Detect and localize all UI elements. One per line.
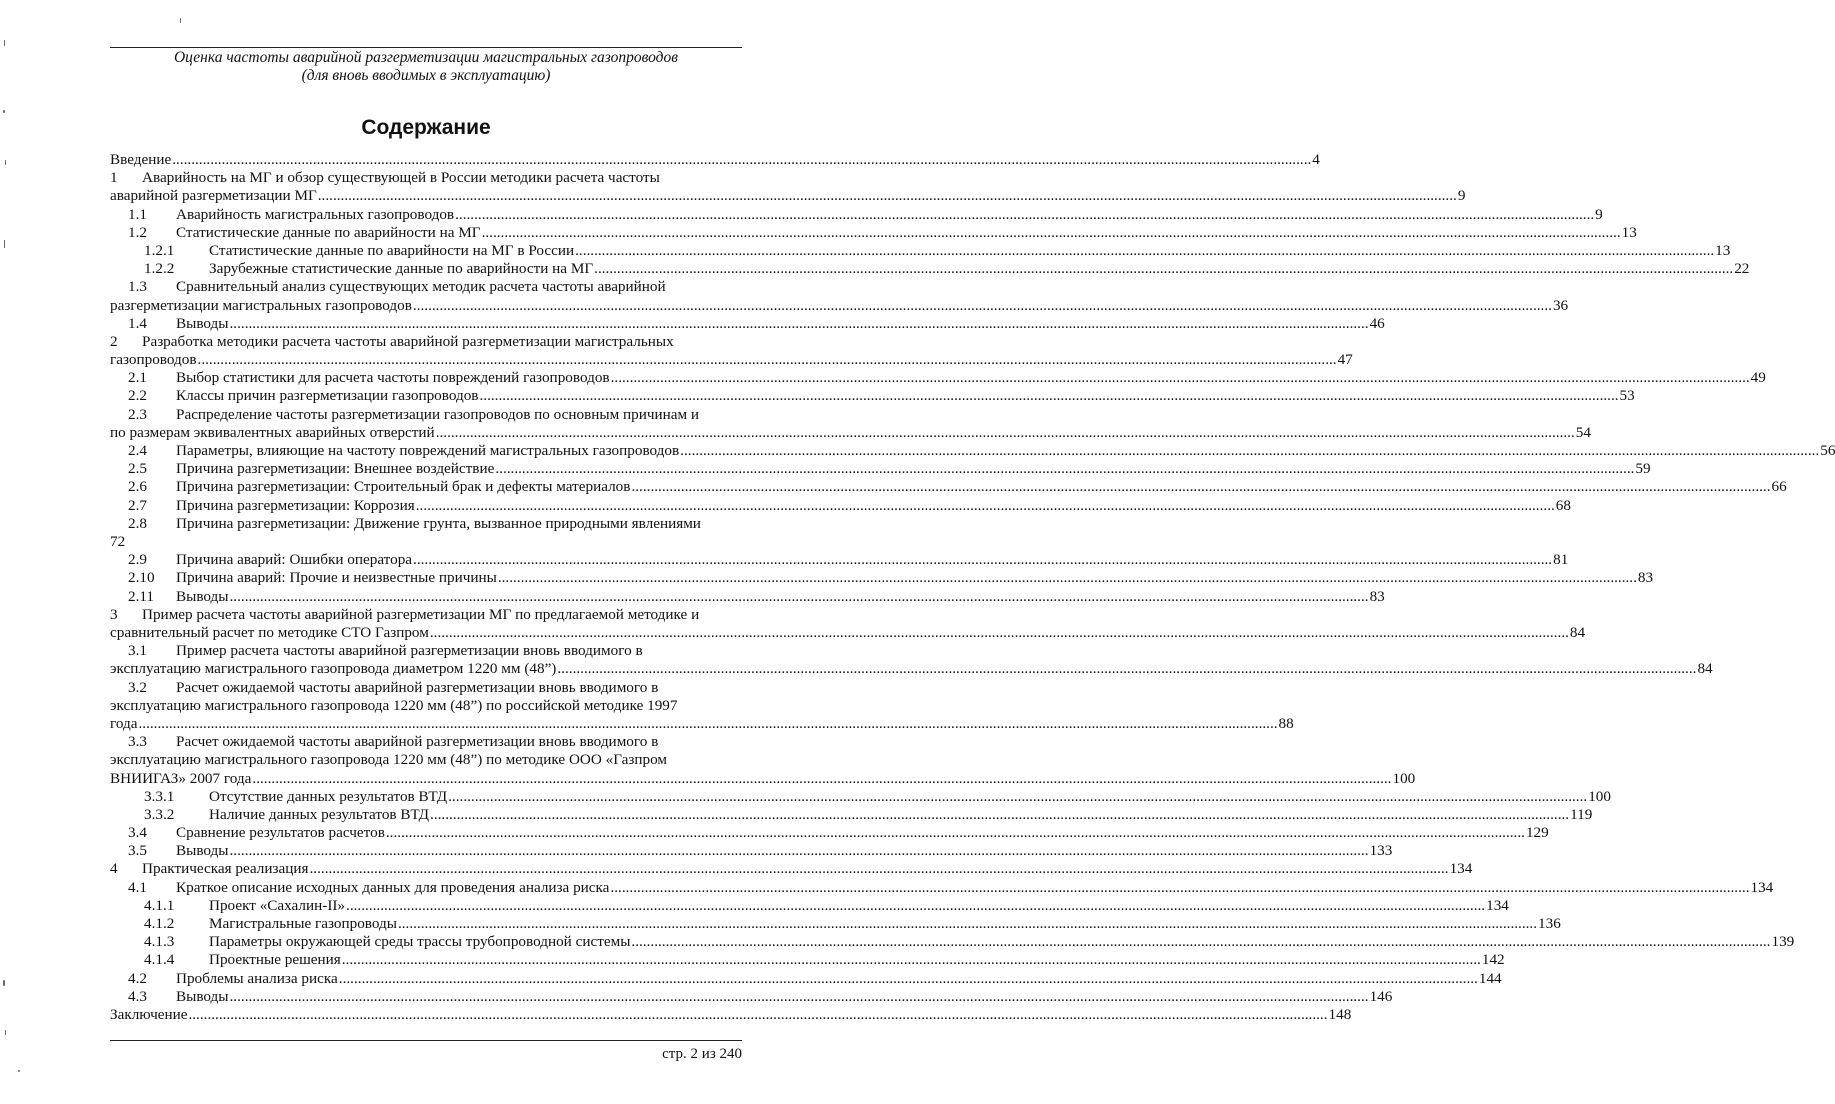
toc-entry-number: 3.3.2	[144, 805, 175, 823]
toc-entry-title-line: Выводы	[176, 842, 229, 860]
toc-entry-title-line: Проектные решения	[209, 951, 341, 969]
toc-entry[interactable]	[110, 515, 742, 551]
toc-entry-number: 1.3	[128, 278, 147, 296]
leader-dots: ............................................................................................................................................................................................................................................................................................................	[229, 842, 1369, 860]
toc-entry-page: 83	[1637, 569, 1654, 587]
toc-entry-title-line: Магистральные газопроводы	[209, 915, 397, 933]
toc-entry-title-line: Пример расчета частоты аварийной разгерметизации вновь вводимого в	[176, 642, 643, 660]
leader-dots: ............................................................................................................................................................................................................................................................................................................	[412, 296, 1552, 314]
leader-dots: ............................................................................................................................................................................................................................................................................................................	[397, 915, 1538, 933]
toc-entry-number: 2.4	[128, 442, 147, 460]
leader-dots: ............................................................................................................................................................................................................................................................................................................	[415, 496, 1555, 514]
toc-entry-number: 2.2	[128, 387, 147, 405]
toc-entry-title-line: эксплуатацию магистрального газопровода диаметром 1220 мм (48”)	[110, 660, 557, 678]
toc-entry[interactable]	[110, 369, 1766, 387]
toc-entry-page: 100	[1392, 769, 1416, 787]
toc-entry-number: 3.2	[128, 678, 147, 696]
toc-entry-page: 53	[1619, 387, 1635, 405]
toc-entry-page: 84	[1697, 660, 1713, 678]
toc-entry-number: 2.8	[128, 514, 147, 532]
toc-entry-title-line: Причина аварий: Прочие и неизвестные причины	[176, 569, 497, 587]
toc-entry[interactable]	[110, 241, 1731, 260]
toc-entry[interactable]	[110, 169, 1466, 205]
header-rule	[110, 47, 742, 48]
toc-entry-title-line: эксплуатацию магистрального газопровода 1220 мм (48”) по российской методике 1997	[110, 696, 678, 714]
leader-dots: ............................................................................................................................................................................................................................................................................................................	[455, 205, 1595, 223]
toc-entry-title-line: Введение	[110, 151, 172, 168]
toc-entry-number: 1.2	[128, 223, 147, 241]
toc-entry-title-line: газопроводов	[110, 351, 197, 369]
toc-entry[interactable]	[110, 569, 1654, 587]
toc-entry-number: 4.3	[128, 987, 147, 1005]
scan-speck	[5, 160, 6, 165]
toc-entry-number: 3.1	[128, 642, 147, 660]
toc-entry[interactable]	[110, 551, 1569, 569]
toc-entry-page: 47	[1337, 351, 1353, 369]
leader-dots: ............................................................................................................................................................................................................................................................................................................	[497, 569, 1637, 587]
scan-speck	[3, 110, 5, 113]
toc-entry-number: 1.1	[128, 205, 147, 223]
toc-entry[interactable]	[110, 496, 1571, 515]
leader-dots: ............................................................................................................................................................................................................................................................................................................	[309, 860, 1449, 878]
toc-entry-page: 148	[1328, 1005, 1352, 1023]
toc-entry-title-line: эксплуатацию магистрального газопровода 1220 мм (48”) по методике ООО «Газпром	[110, 751, 668, 769]
toc-entry-number: 2.9	[128, 551, 147, 569]
toc-entry-title-line: Причина разгерметизации: Строительный брак и дефекты материалов	[176, 478, 631, 496]
leader-dots: ............................................................................................................................................................................................................................................................................................................	[346, 896, 1486, 914]
leader-dots: ............................................................................................................................................................................................................................................................................................................	[252, 769, 1392, 787]
toc-entry-page: 81	[1553, 551, 1569, 569]
toc-entry-title-line: Параметры окружающей среды трассы трубопроводной системы	[209, 933, 631, 951]
toc-entry-title-line: Причина разгерметизации: Коррозия	[176, 496, 415, 514]
toc-entry-title-line: года	[110, 714, 138, 732]
leader-dots: ............................................................................................................................................................................................................................................................................................................	[610, 878, 1750, 896]
leader-dots: ............................................................................................................................................................................................................................................................................................................	[172, 151, 1312, 168]
toc-entry-page: 100	[1588, 787, 1611, 805]
leader-dots: ............................................................................................................................................................................................................................................................................................................	[413, 551, 1553, 569]
scan-speck	[180, 18, 181, 23]
toc-entry-page: 13	[1715, 241, 1731, 259]
toc-entry[interactable]	[110, 915, 1561, 933]
toc-entry[interactable]	[110, 787, 1611, 806]
toc-entry-page: 144	[1478, 969, 1502, 987]
toc-entry[interactable]	[110, 387, 1635, 405]
toc-entry-title-line: разгерметизации магистральных газопроводов	[110, 296, 412, 314]
toc-entry[interactable]	[110, 933, 1795, 951]
toc-entry-number: 3	[110, 605, 118, 623]
toc-entry-title-line: Расчет ожидаемой частоты аварийной разгерметизации вновь вводимого в	[176, 678, 659, 696]
toc-entry-page: 13	[1621, 223, 1637, 241]
toc-entry-title-line: Классы причин разгерметизации газопроводов	[176, 387, 479, 405]
toc-entry[interactable]	[110, 642, 1713, 678]
toc-entry-number: 2.1	[128, 369, 147, 387]
toc-entry[interactable]	[110, 223, 1637, 242]
toc-entry-number: 4.1.4	[144, 951, 175, 969]
toc-entry[interactable]	[110, 951, 1505, 969]
toc-entry-number: 1.2.2	[144, 260, 175, 278]
leader-dots: ............................................................................................................................................................................................................................................................................................................	[229, 314, 1369, 332]
toc-entry[interactable]	[110, 442, 1835, 460]
running-header-line1: Оценка частоты аварийной разгерметизации магистральных газопроводов	[173, 49, 679, 66]
leader-dots: ............................................................................................................................................................................................................................................................................................................	[448, 787, 1588, 805]
toc-entry-title-line: Причина аварий: Ошибки оператора	[176, 551, 413, 569]
leader-dots: ............................................................................................................................................................................................................................................................................................................	[481, 223, 1621, 241]
toc-entry-number: 2.10	[128, 569, 155, 587]
toc-entry-page: 136	[1538, 915, 1561, 933]
toc-entry[interactable]	[110, 478, 1787, 496]
toc-entry-page: 83	[1369, 587, 1385, 605]
toc-entry-page: 146	[1369, 987, 1393, 1005]
toc-entry-number: 4	[110, 860, 118, 878]
toc-entry-number: 1.4	[128, 314, 147, 332]
toc-entry-number: 2.3	[128, 405, 147, 423]
leader-dots: ............................................................................................................................................................................................................................................................................................................	[229, 987, 1369, 1005]
toc-entry[interactable]	[110, 896, 1509, 915]
toc-entry-title-line: Практическая реализация	[142, 860, 309, 878]
toc-entry-number: 4.2	[128, 969, 147, 987]
leader-dots: ............................................................................................................................................................................................................................................................................................................	[631, 933, 1771, 951]
leader-dots: ............................................................................................................................................................................................................................................................................................................	[557, 660, 1697, 678]
leader-dots: ............................................................................................................................................................................................................................................................................................................	[610, 369, 1750, 387]
toc-entry[interactable]	[110, 151, 1320, 169]
toc-entry-title-line: Аварийность на МГ и обзор существующей в России методики расчета частоты	[142, 169, 660, 187]
toc-entry-page: 56	[1820, 442, 1835, 460]
leader-dots: ............................................................................................................................................................................................................................................................................................................	[479, 387, 1619, 405]
toc-entry-title-line: Распределение частоты разгерметизации газопроводов по основным причинам и	[176, 405, 700, 423]
toc-entry-title-line: Аварийность магистральных газопроводов	[176, 205, 455, 223]
leader-dots: ............................................................................................................................................................................................................................................................................................................	[631, 478, 1771, 496]
leader-dots: ............................................................................................................................................................................................................................................................................................................	[430, 805, 1570, 823]
page-title: Содержание	[361, 116, 491, 139]
leader-dots: ............................................................................................................................................................................................................................................................................................................	[680, 442, 1820, 460]
toc-entry-title-line: Параметры, влияющие на частоту повреждений магистральных газопроводов	[176, 442, 680, 460]
toc-entry-title-line: Сравнительный анализ существующих методик расчета частоты аварийной	[176, 278, 666, 296]
toc-entry-title-line: 72	[110, 533, 126, 550]
leader-dots: ............................................................................................................................................................................................................................................................................................................	[341, 951, 1481, 969]
leader-dots: ............................................................................................................................................................................................................................................................................................................	[138, 714, 1278, 732]
toc-entry[interactable]	[110, 678, 1294, 734]
toc-entry[interactable]	[110, 205, 1603, 224]
toc-entry[interactable]	[110, 605, 1586, 642]
toc-entry-page: 9	[1457, 187, 1466, 205]
toc-entry[interactable]	[110, 278, 1569, 314]
leader-dots: ............................................................................................................................................................................................................................................................................................................	[197, 351, 1337, 369]
leader-dots: ............................................................................................................................................................................................................................................................................................................	[575, 241, 1715, 259]
toc-entry-page: 4	[1312, 151, 1320, 168]
scan-speck	[18, 1070, 20, 1072]
toc-entry-number: 4.1	[128, 878, 147, 896]
leader-dots: ............................................................................................................................................................................................................................................................................................................	[385, 824, 1525, 842]
toc-entry-number: 4.1.1	[144, 896, 175, 914]
toc-entry-page: 88	[1278, 714, 1294, 732]
toc-entry-page: 129	[1525, 824, 1549, 842]
toc-entry-page: 134	[1449, 860, 1473, 878]
scan-speck	[4, 240, 5, 248]
toc-entry-page: 46	[1369, 314, 1385, 332]
toc-entry[interactable]	[110, 314, 1385, 333]
leader-dots: ............................................................................................................................................................................................................................................................................................................	[229, 587, 1369, 605]
toc-entry-title-line: Причина разгерметизации: Движение грунта, вызванное природными явлениями	[176, 514, 701, 532]
toc-entry-title-line: Краткое описание исходных данных для проведения анализа риска	[176, 878, 610, 896]
toc-entry-page: 68	[1555, 496, 1571, 514]
toc-entry-title-line: Выбор статистики для расчета частоты повреждений газопроводов	[176, 369, 610, 387]
scan-speck	[3, 980, 5, 986]
leader-dots: ............................................................................................................................................................................................................................................................................................................	[188, 1005, 1328, 1023]
page-number: стр. 2 из 240	[662, 1046, 742, 1062]
toc-entry[interactable]	[110, 460, 1651, 478]
toc-entry-number: 3.3.1	[144, 787, 175, 805]
scan-speck	[4, 40, 5, 46]
leader-dots: ............................................................................................................................................................................................................................................................................................................	[435, 423, 1575, 441]
toc-entry-page: 36	[1552, 296, 1569, 314]
toc-entry-page: 133	[1369, 842, 1393, 860]
toc-entry-number: 2	[110, 332, 118, 350]
toc-entry-title-line: аварийной разгерметизации МГ	[110, 187, 317, 205]
leader-dots: ............................................................................................................................................................................................................................................................................................................	[429, 623, 1569, 641]
toc-entry-title-line: Выводы	[176, 587, 229, 605]
toc-entry-title-line: сравнительный расчет по методике СТО Газпром	[110, 623, 429, 641]
footer-rule	[110, 1040, 742, 1041]
toc-entry[interactable]	[110, 405, 1591, 442]
toc-entry-number: 4.1.2	[144, 915, 175, 933]
toc-entry-page: 84	[1569, 623, 1586, 641]
toc-entry[interactable]	[110, 805, 1593, 824]
toc-entry-title-line: ВНИИГАЗ» 2007 года	[110, 769, 252, 787]
running-header-line2: (для вновь вводимых в эксплуатацию)	[301, 67, 551, 84]
toc-entry-title-line: Статистические данные по аварийности на МГ в России	[209, 241, 575, 259]
toc-entry-number: 2.5	[128, 460, 147, 478]
table-of-contents	[110, 151, 1835, 1024]
toc-entry-page: 54	[1575, 423, 1591, 441]
toc-entry-title-line: Отсутствие данных результатов ВТД	[209, 787, 448, 805]
toc-entry-number: 2.11	[128, 587, 155, 605]
toc-entry-page: 59	[1635, 460, 1651, 478]
toc-entry-title-line: Разработка методики расчета частоты аварийной разгерметизации магистральных	[142, 332, 674, 350]
toc-entry-number: 1	[110, 169, 118, 187]
toc-entry-number: 1.2.1	[144, 241, 175, 259]
toc-entry-page: 49	[1750, 369, 1766, 387]
toc-entry-number: 2.6	[128, 478, 147, 496]
leader-dots: ............................................................................................................................................................................................................................................................................................................	[338, 969, 1478, 987]
toc-entry[interactable]	[110, 842, 1393, 860]
toc-entry-number: 2.7	[128, 496, 147, 514]
toc-entry-number: 3.4	[128, 824, 147, 842]
toc-entry-page: 66	[1771, 478, 1787, 496]
toc-entry-title-line: Расчет ожидаемой частоты аварийной разгерметизации вновь вводимого в	[176, 733, 659, 751]
toc-entry-page: 22	[1734, 260, 1750, 278]
toc-entry-page: 119	[1570, 805, 1593, 823]
toc-entry[interactable]	[110, 1005, 1352, 1024]
leader-dots: ............................................................................................................................................................................................................................................................................................................	[495, 460, 1635, 478]
scan-speck	[5, 1030, 6, 1035]
toc-entry[interactable]	[110, 860, 1473, 878]
toc-entry[interactable]	[110, 878, 1774, 897]
toc-entry-title-line: Причина разгерметизации: Внешнее воздействие	[176, 460, 495, 478]
toc-entry-title-line: Проект «Сахалин-II»	[209, 896, 346, 914]
toc-entry[interactable]	[110, 260, 1750, 278]
toc-entry-title-line: Пример расчета частоты аварийной разгерметизации МГ по предлагаемой методике и	[142, 605, 700, 623]
toc-entry-page: 134	[1486, 896, 1509, 914]
toc-entry-title-line: Выводы	[176, 314, 229, 332]
toc-entry[interactable]	[110, 332, 1353, 369]
toc-entry-title-line: Зарубежные статистические данные по аварийности на МГ	[209, 260, 594, 278]
toc-entry[interactable]	[110, 733, 1416, 788]
toc-entry-title-line: Сравнение результатов расчетов	[176, 824, 385, 842]
toc-entry-title-line: Проблемы анализа риска	[176, 969, 338, 987]
toc-entry-number: 4.1.3	[144, 933, 175, 951]
toc-entry-title-line: Статистические данные по аварийности на МГ	[176, 223, 481, 241]
toc-entry[interactable]	[110, 987, 1393, 1006]
leader-dots: ............................................................................................................................................................................................................................................................................................................	[594, 260, 1734, 278]
toc-entry-number: 3.3	[128, 733, 147, 751]
leader-dots: ............................................................................................................................................................................................................................................................................................................	[317, 187, 1457, 205]
toc-entry-page: 134	[1750, 878, 1774, 896]
toc-entry-number: 3.5	[128, 842, 147, 860]
toc-entry-title-line: Выводы	[176, 987, 229, 1005]
toc-entry[interactable]	[110, 587, 1385, 606]
toc-entry-page: 142	[1481, 951, 1505, 969]
toc-entry-page: 9	[1595, 205, 1603, 223]
toc-entry-title-line: Заключение	[110, 1005, 188, 1023]
toc-entry-title-line: по размерам эквивалентных аварийных отверстий	[110, 423, 435, 441]
toc-entry-page: 139	[1771, 933, 1795, 951]
toc-entry[interactable]	[110, 824, 1549, 842]
toc-entry[interactable]	[110, 969, 1502, 988]
toc-entry-title-line: Наличие данных результатов ВТД	[209, 805, 430, 823]
